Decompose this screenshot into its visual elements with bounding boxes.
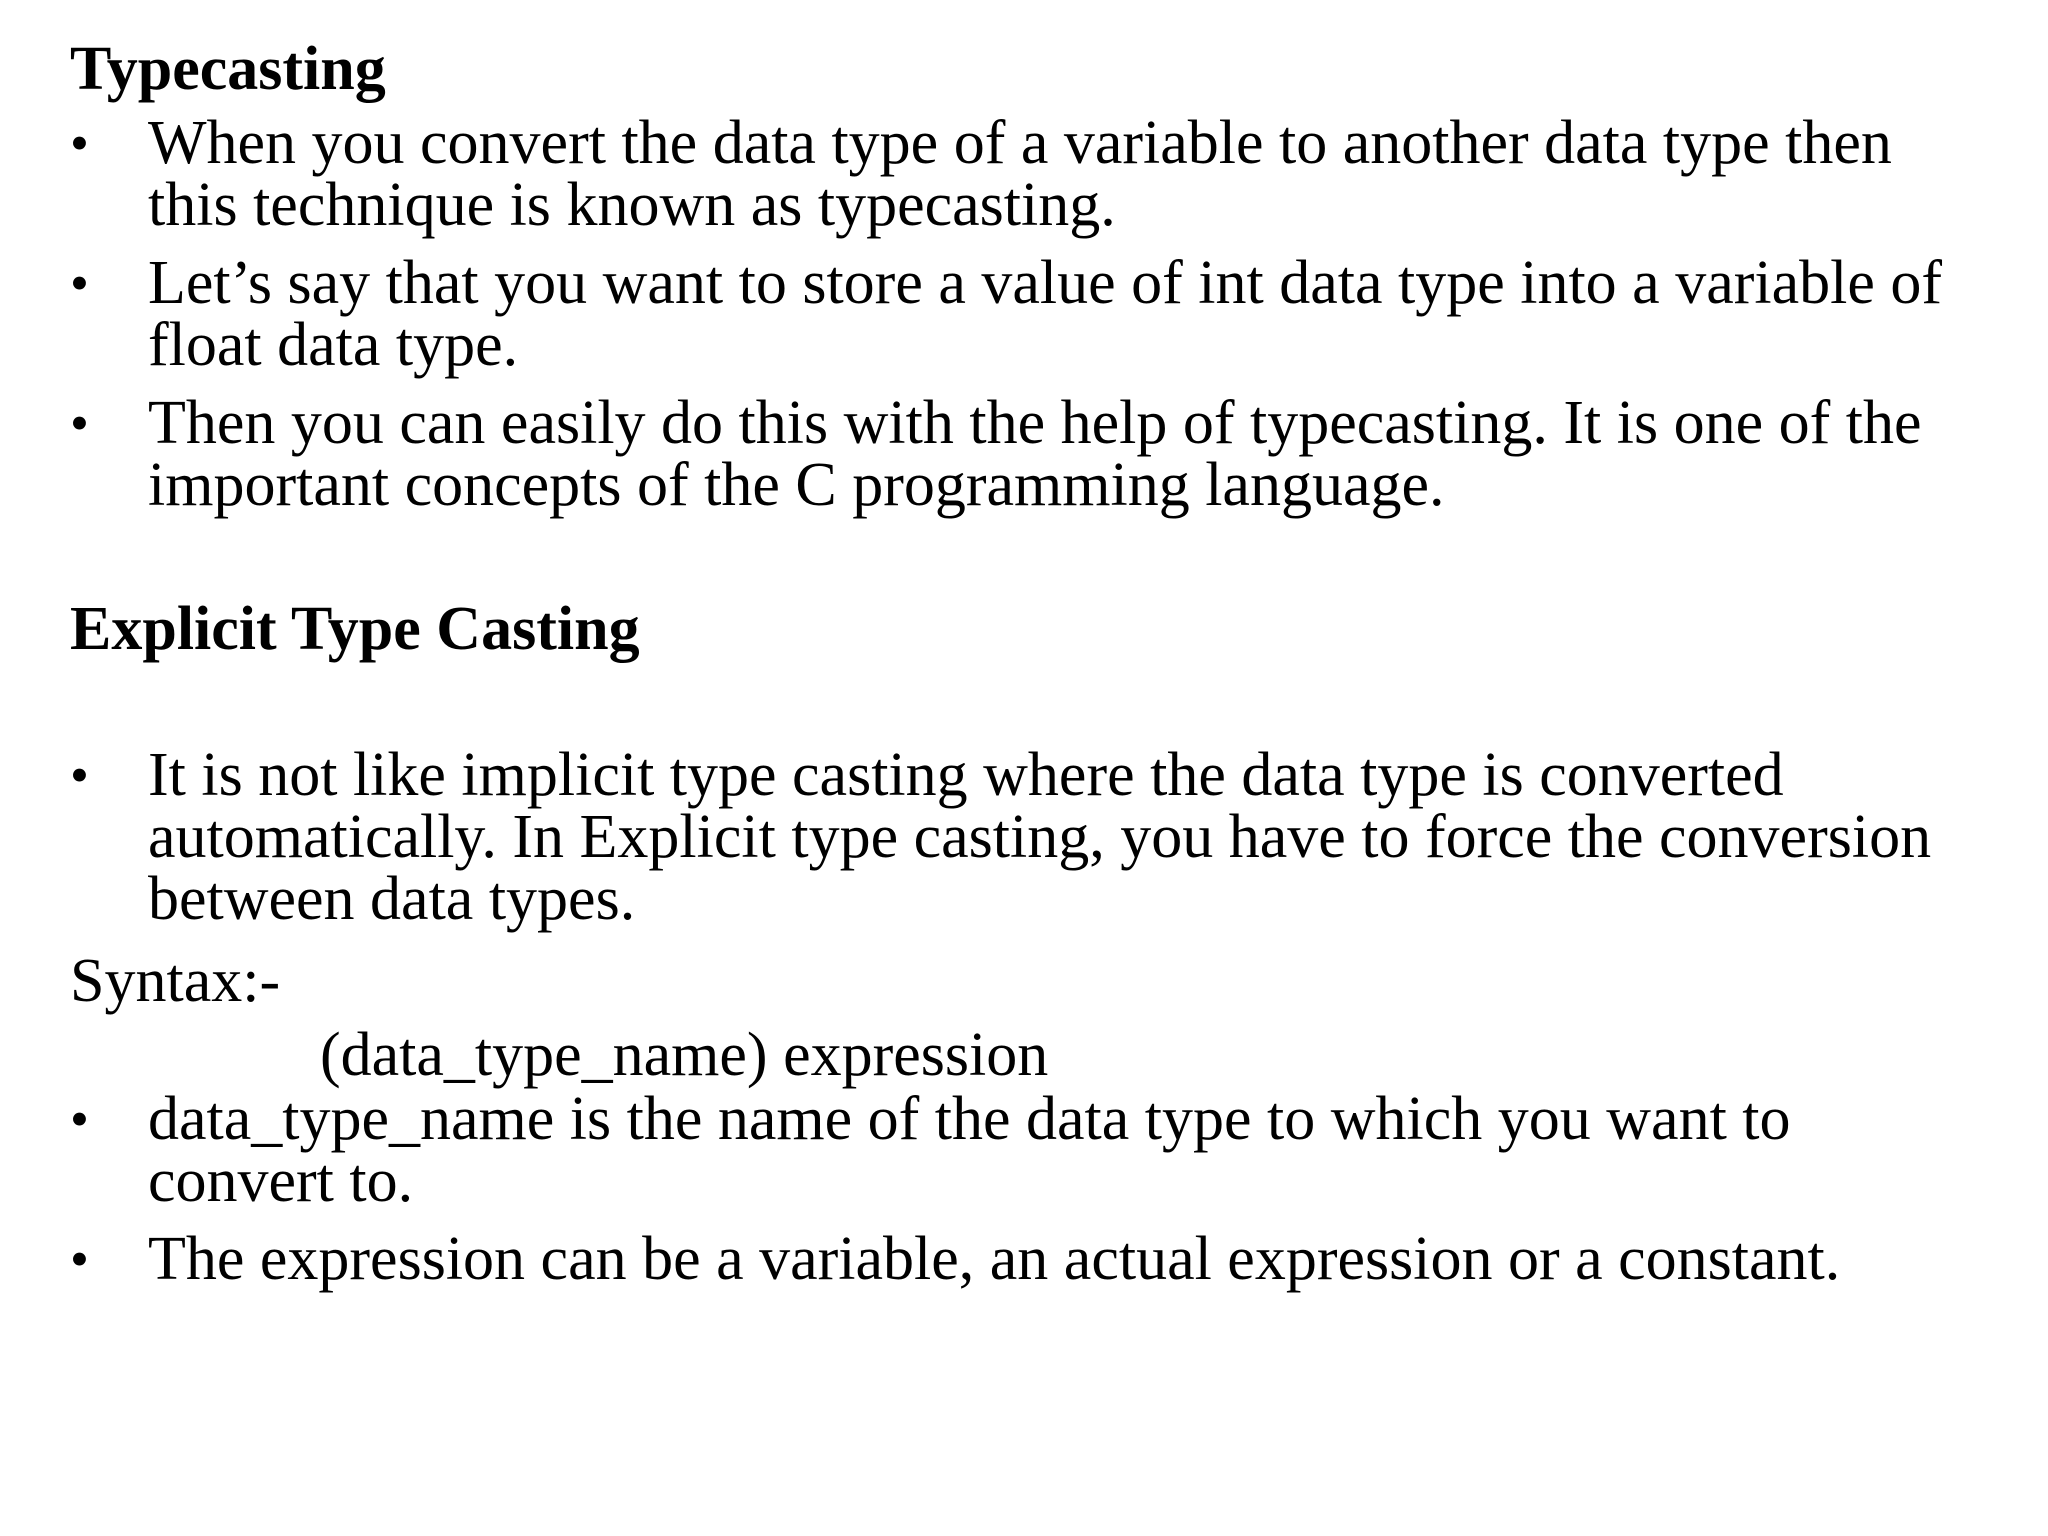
- bullet-icon: •: [70, 1229, 89, 1289]
- bullet-text: Let’s say that you want to store a value of int data type into a variable of float data type.: [148, 249, 1943, 379]
- bullet-icon: •: [70, 393, 89, 453]
- list-item: [70, 109, 1990, 239]
- section-title-explicit-type-casting: Explicit Type Casting: [70, 595, 640, 663]
- syntax-code: (data_type_name) expression: [320, 1021, 1049, 1089]
- bullet-text: Then you can easily do this with the help of typecasting. It is one of the important concepts of the C programming language.: [148, 389, 1922, 519]
- bullet-text: data_type_name is the name of the data type to which you want to convert to.: [148, 1085, 1791, 1215]
- bullet-text: It is not like implicit type casting where the data type is converted automatically. In Explicit type casting, you have to force the conversion between data types.: [148, 741, 1932, 933]
- syntax-notes-bullet-list: [70, 1085, 1990, 1306]
- bullet-text: When you convert the data type of a variable to another data type then this technique is known as typecasting.: [148, 109, 1892, 239]
- list-item: [70, 1085, 1990, 1215]
- bullet-icon: •: [70, 745, 89, 805]
- syntax-label: Syntax:-: [70, 947, 281, 1015]
- bullet-icon: •: [70, 253, 89, 313]
- list-item: [70, 1225, 1990, 1293]
- list-item: [70, 389, 1990, 519]
- list-item: [70, 249, 1990, 379]
- bullet-icon: •: [70, 1089, 89, 1149]
- list-item: [70, 741, 1990, 933]
- section-title-typecasting: Typecasting: [70, 35, 386, 103]
- bullet-icon: •: [70, 113, 89, 173]
- typecasting-bullet-list: [70, 109, 1990, 532]
- bullet-text: The expression can be a variable, an actual expression or a constant.: [148, 1225, 1841, 1293]
- explicit-bullet-list: [70, 741, 1990, 946]
